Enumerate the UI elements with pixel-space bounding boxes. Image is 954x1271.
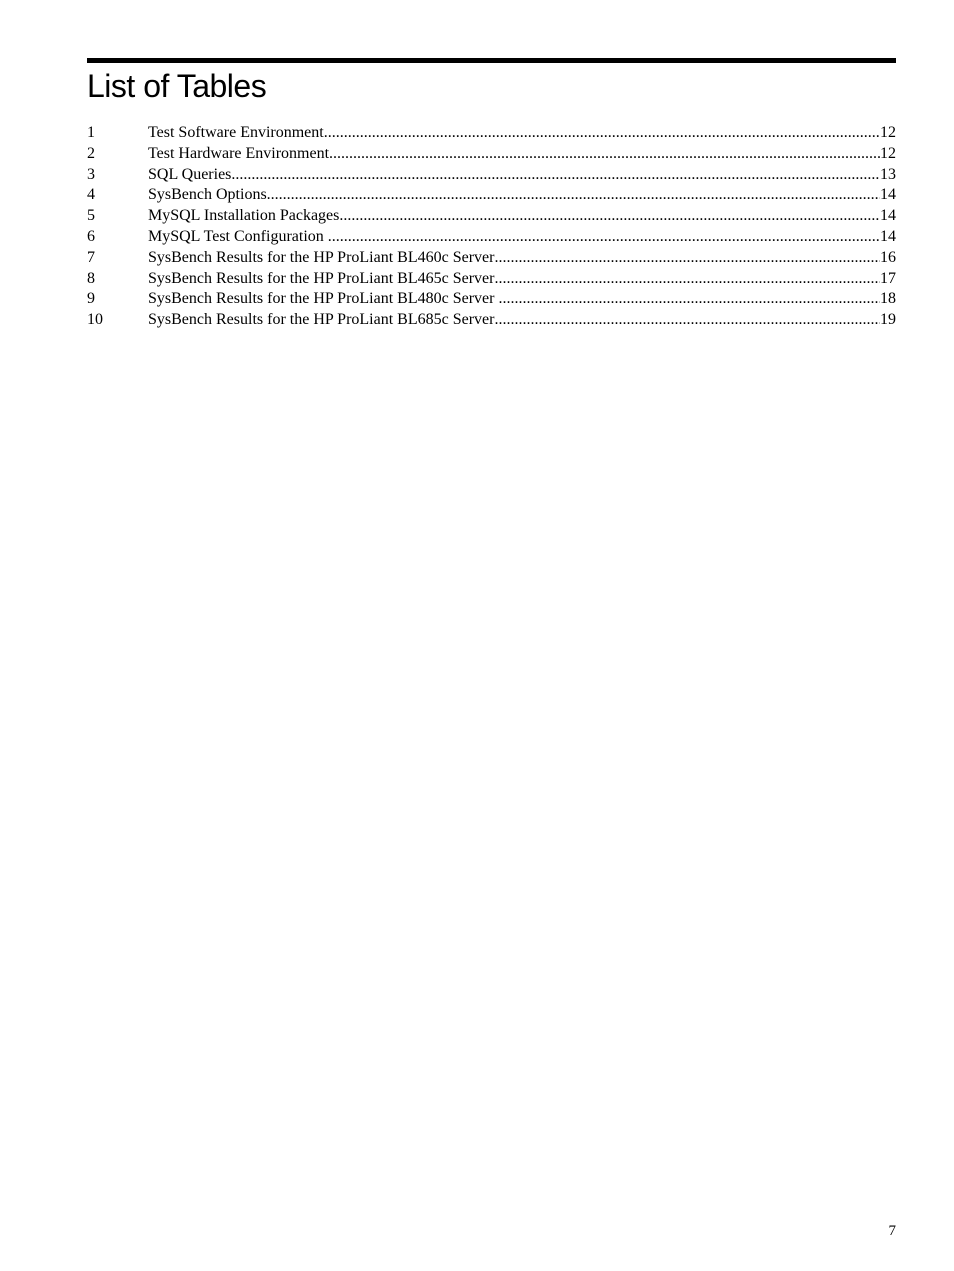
toc-entry-page[interactable]: 14	[880, 207, 896, 225]
toc-entry-number: 9	[87, 290, 95, 308]
toc-entry-number: 1	[87, 124, 95, 141]
toc-entry-number: 8	[87, 269, 95, 287]
toc-entry-number: 3	[87, 165, 95, 183]
toc-entry-title[interactable]: SysBench Results for the HP ProLiant BL460c Server	[148, 248, 495, 266]
toc-entry-page[interactable]: 14	[880, 227, 896, 245]
toc-entry-7[interactable]	[87, 248, 896, 269]
toc-entry-3[interactable]	[87, 165, 896, 186]
toc-entry-page[interactable]: 12	[880, 124, 896, 141]
toc-entry-page[interactable]: 17	[880, 269, 896, 287]
toc-entry-number: 4	[87, 186, 95, 204]
toc-entry-title[interactable]: SQL Queries	[148, 165, 232, 183]
dot-leader	[494, 269, 880, 290]
page-title: List of Tables	[87, 68, 267, 104]
dot-leader	[328, 227, 880, 248]
toc-entry-1[interactable]	[87, 123, 896, 144]
toc-entry-page[interactable]: 14	[880, 186, 896, 204]
toc-entry-page[interactable]: 16	[880, 248, 896, 266]
toc-entry-page[interactable]: 19	[880, 311, 896, 329]
dot-leader	[498, 289, 880, 310]
toc-entry-9[interactable]	[87, 289, 896, 310]
table-list	[87, 123, 896, 331]
dot-leader	[231, 165, 880, 186]
toc-entry-page[interactable]: 12	[880, 144, 896, 162]
dot-leader	[494, 248, 880, 269]
dot-leader	[339, 206, 880, 227]
toc-entry-number: 6	[87, 227, 95, 245]
page-number: 7	[888, 1223, 896, 1239]
toc-entry-title[interactable]: MySQL Installation Packages	[148, 207, 340, 225]
toc-entry-5[interactable]	[87, 206, 896, 227]
toc-entry-title[interactable]: SysBench Results for the HP ProLiant BL465c Server	[148, 269, 495, 287]
toc-entry-title[interactable]: Test Hardware Environment	[148, 144, 330, 162]
toc-entry-6[interactable]	[87, 227, 896, 248]
dot-leader	[267, 185, 880, 206]
toc-entry-number: 7	[87, 248, 95, 266]
toc-entry-number: 5	[87, 207, 95, 225]
toc-entry-10[interactable]	[87, 310, 896, 331]
toc-entry-page[interactable]: 18	[880, 290, 896, 308]
toc-entry-title[interactable]: SysBench Results for the HP ProLiant BL685c Server	[148, 311, 495, 329]
toc-entry-title[interactable]: Test Software Environment	[148, 124, 324, 141]
toc-entry-8[interactable]	[87, 269, 896, 290]
toc-entry-page[interactable]: 13	[880, 165, 896, 183]
toc-entry-title[interactable]: SysBench Results for the HP ProLiant BL480c Server	[148, 290, 499, 308]
dot-leader	[324, 123, 880, 144]
header-rule	[87, 58, 896, 63]
dot-leader	[494, 310, 880, 331]
toc-entry-number: 10	[87, 311, 103, 329]
toc-entry-title[interactable]: SysBench Options	[148, 186, 267, 204]
toc-entry-title[interactable]: MySQL Test Configuration	[148, 227, 328, 245]
toc-entry-number: 2	[87, 144, 95, 162]
toc-entry-2[interactable]	[87, 144, 896, 165]
dot-leader	[329, 144, 880, 165]
toc-entry-4[interactable]	[87, 185, 896, 206]
